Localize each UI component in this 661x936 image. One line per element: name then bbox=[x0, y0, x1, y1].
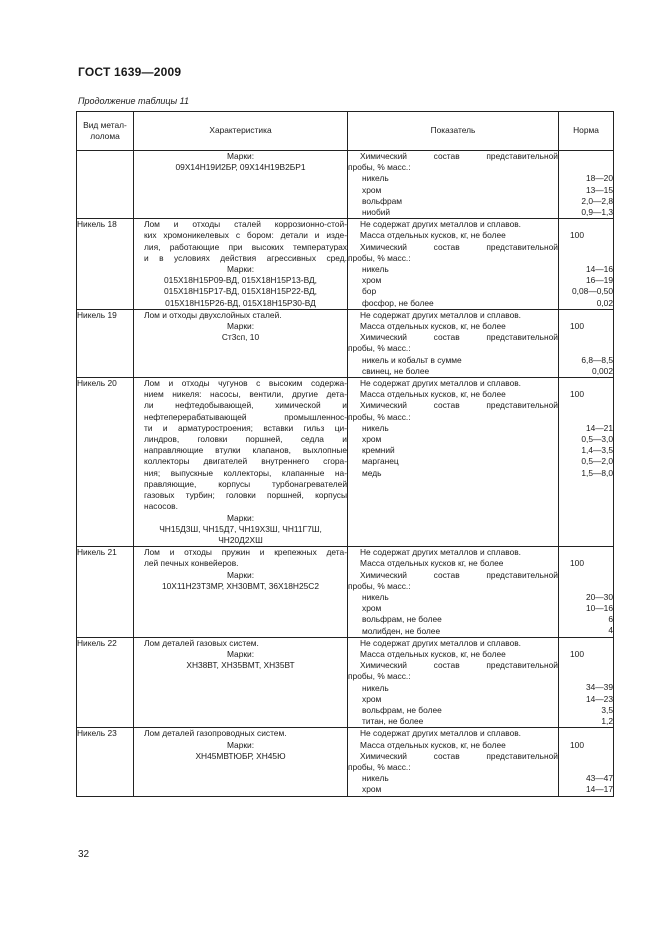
indicator-line: бор bbox=[362, 286, 377, 297]
norm-value bbox=[559, 660, 613, 671]
characteristic-line: коллекторы двигателей внутреннего сгора- bbox=[144, 456, 347, 467]
norm-value: 100 bbox=[570, 321, 584, 332]
characteristic-line: Марки: bbox=[226, 739, 255, 750]
characteristic-line: Лом и отходы двухслойных сталей. bbox=[144, 309, 282, 320]
characteristic-line: ЧН20Д2ХШ bbox=[218, 534, 263, 545]
indicator-line: Масса отдельных кусков, кг, не более bbox=[360, 230, 506, 241]
indicator-line: Химический состав представительной bbox=[360, 660, 558, 671]
indicator-line: никель bbox=[362, 682, 389, 693]
indicator-line: хром bbox=[362, 603, 382, 614]
characteristic-line: нием никеля: насосы, вентили, другие дета- bbox=[144, 389, 347, 400]
norm-cell bbox=[559, 547, 614, 638]
table-continuation-caption: Продолжение таблицы 11 bbox=[78, 96, 190, 106]
scrap-type-cell: Никель 18 bbox=[77, 219, 134, 310]
norm-cell bbox=[559, 378, 614, 547]
scrap-type-cell: Никель 22 bbox=[77, 637, 134, 728]
indicator-line: Не содержат других металлов и сплавов. bbox=[360, 219, 522, 230]
table-row bbox=[77, 151, 614, 219]
norm-value: 0,08—0,50 bbox=[572, 286, 613, 297]
characteristic-line: Марки: bbox=[226, 648, 255, 659]
indicator-line: хром bbox=[362, 275, 382, 286]
norm-value: 14—23 bbox=[585, 693, 613, 704]
indicator-line: хром bbox=[362, 184, 382, 195]
characteristic-line: Лом деталей газовых систем. bbox=[144, 637, 259, 648]
indicator-line: хром bbox=[362, 693, 382, 704]
characteristic-line: Марки: bbox=[226, 151, 255, 161]
norm-value bbox=[559, 378, 613, 389]
characteristic-cell bbox=[134, 547, 348, 638]
indicator-cell bbox=[348, 637, 559, 728]
norm-value bbox=[559, 671, 613, 682]
norm-value: 3,5 bbox=[601, 704, 613, 715]
indicator-line: никель bbox=[362, 173, 389, 184]
norm-value bbox=[559, 162, 613, 173]
scrap-type-cell: Никель 19 bbox=[77, 309, 134, 377]
column-header-characteristic: Характеристика bbox=[134, 112, 348, 151]
norm-value: 0,9—1,3 bbox=[581, 206, 613, 217]
indicator-line: марганец bbox=[362, 456, 399, 467]
indicator-line: Не содержат других металлов и сплавов. bbox=[360, 728, 522, 739]
characteristic-line: Марки: bbox=[226, 264, 255, 275]
norm-value: 100 bbox=[570, 230, 584, 241]
indicator-line: пробы, % масс.: bbox=[348, 761, 411, 772]
norm-value: 100 bbox=[570, 648, 584, 659]
characteristic-line: направляющие втулки клапанов, выхлопные bbox=[144, 445, 347, 456]
norm-value bbox=[559, 762, 613, 773]
characteristic-line: 015Х18Н15Р26-ВД, 015Х18Н15Р30-ВД bbox=[165, 297, 316, 308]
indicator-line: ниобий bbox=[362, 207, 391, 218]
column-header-norm: Норма bbox=[559, 112, 614, 151]
scrap-type-cell: Никель 21 bbox=[77, 547, 134, 638]
norm-value bbox=[559, 310, 613, 321]
characteristic-line: 09Х14Н19И2БР, 09Х14Н19В2БР1 bbox=[175, 162, 306, 173]
indicator-line: хром bbox=[362, 784, 382, 795]
indicator-line: пробы, % масс.: bbox=[348, 671, 411, 682]
norm-value: 18—20 bbox=[585, 173, 613, 184]
indicator-cell bbox=[348, 547, 559, 638]
characteristic-cell bbox=[134, 151, 348, 219]
characteristic-line: ти и арматуростроения; вставки гильз ци- bbox=[144, 422, 347, 433]
indicator-line: Масса отдельных кусков, кг, не более bbox=[360, 389, 506, 400]
norm-value: 14—21 bbox=[585, 422, 613, 433]
norm-cell bbox=[559, 637, 614, 728]
indicator-cell bbox=[348, 219, 559, 310]
scrap-type-cell: Никель 23 bbox=[77, 728, 134, 796]
characteristic-cell bbox=[134, 378, 348, 547]
indicator-line: Не содержат других металлов и сплавов. bbox=[360, 547, 522, 558]
characteristic-line: ких хромоникелевых с бором: детали и изде- bbox=[144, 230, 347, 241]
column-header-indicator: Показатель bbox=[348, 112, 559, 151]
norm-value: 43—47 bbox=[585, 773, 613, 784]
characteristic-line: 015Х18Н15Р09-ВД, 015Х18Н15Р13-ВД, bbox=[164, 275, 317, 286]
norm-cell bbox=[559, 309, 614, 377]
characteristic-line: и в условиях действия агрессивных сред. bbox=[144, 252, 347, 263]
indicator-cell bbox=[348, 378, 559, 547]
norm-value: 14—16 bbox=[585, 263, 613, 274]
norm-cell bbox=[559, 728, 614, 796]
indicator-line: пробы, % масс.: bbox=[348, 580, 411, 591]
norm-cell bbox=[559, 151, 614, 219]
norm-value: 34—39 bbox=[585, 682, 613, 693]
page-number: 32 bbox=[78, 849, 90, 860]
norm-value bbox=[559, 151, 613, 162]
characteristic-cell bbox=[134, 309, 348, 377]
indicator-line: титан, не более bbox=[362, 716, 424, 727]
indicator-line: Химический состав представительной bbox=[360, 332, 558, 343]
characteristic-line: ЧН15Д3Ш, ЧН15Д7, ЧН19Х3Ш, ЧН11Г7Ш, bbox=[159, 523, 322, 534]
norm-value bbox=[559, 343, 613, 354]
indicator-cell bbox=[348, 151, 559, 219]
characteristic-line: ХН38ВТ, ХН35ВМТ, ХН35ВТ bbox=[186, 660, 295, 671]
norm-value: 100 bbox=[570, 389, 584, 400]
table-row bbox=[77, 219, 614, 310]
characteristic-line: правляющие, корпусы турбонагревателей bbox=[144, 478, 347, 489]
indicator-line: никель bbox=[362, 773, 389, 784]
table-row bbox=[77, 637, 614, 728]
scrap-type-cell bbox=[77, 151, 134, 219]
norm-value bbox=[559, 751, 613, 762]
table-header-row bbox=[77, 112, 614, 151]
characteristic-line: нефтеперерабатывающей промышленнос- bbox=[144, 411, 347, 422]
indicator-line: Не содержат других металлов и сплавов. bbox=[360, 637, 522, 648]
indicator-line: Химический состав представительной bbox=[360, 241, 558, 252]
norm-value bbox=[559, 242, 613, 253]
norm-value: 100 bbox=[570, 558, 584, 569]
column-header-type: Вид метал-лолома bbox=[77, 112, 134, 151]
characteristic-line: насосов. bbox=[144, 501, 178, 512]
norm-value bbox=[559, 253, 613, 264]
norm-value: 4 bbox=[608, 625, 613, 636]
norm-value bbox=[559, 332, 613, 343]
norm-value bbox=[559, 219, 613, 230]
table-row bbox=[77, 728, 614, 796]
norm-value: 0,5—2,0 bbox=[581, 456, 613, 467]
norm-value: 100 bbox=[570, 739, 584, 750]
norm-value: 6,8—8,5 bbox=[581, 354, 613, 365]
indicator-cell bbox=[348, 728, 559, 796]
characteristic-line: 10Х11Н23Т3МР, ХН30ВМТ, 36Х18Н25С2 bbox=[161, 580, 319, 591]
indicator-line: свинец, не более bbox=[362, 365, 430, 376]
table-row bbox=[77, 309, 614, 377]
norm-value bbox=[559, 400, 613, 411]
norm-value bbox=[559, 581, 613, 592]
norm-value: 13—15 bbox=[585, 184, 613, 195]
norm-cell bbox=[559, 219, 614, 310]
indicator-line: пробы, % масс.: bbox=[348, 343, 411, 354]
characteristic-line: Ст3сп, 10 bbox=[221, 332, 260, 343]
indicator-cell bbox=[348, 309, 559, 377]
characteristic-line: Лом и отходы пружин и крепежных дета- bbox=[144, 547, 347, 558]
norm-value bbox=[559, 728, 613, 739]
indicator-line: никель bbox=[362, 422, 389, 433]
characteristic-line: Марки: bbox=[226, 321, 255, 332]
indicator-line: кремний bbox=[362, 445, 395, 456]
characteristic-line: 015Х18Н15Р17-ВД, 015Х18Н15Р22-ВД, bbox=[164, 286, 317, 297]
standard-title: ГОСТ 1639—2009 bbox=[78, 65, 182, 79]
indicator-line: Химический состав представительной bbox=[360, 569, 558, 580]
norm-value: 0,002 bbox=[592, 365, 613, 376]
characteristic-line: линдров, головки поршней, седла и bbox=[144, 434, 347, 445]
characteristic-line: ли нефтедобывающей, химической и bbox=[144, 400, 347, 411]
characteristic-cell bbox=[134, 728, 348, 796]
indicator-line: фосфор, не более bbox=[362, 297, 434, 308]
characteristic-line: лия, работающие при высоких температурах bbox=[144, 241, 347, 252]
indicator-line: Масса отдельных кусков, кг, не более bbox=[360, 321, 506, 332]
indicator-line: вольфрам bbox=[362, 195, 403, 206]
characteristic-cell bbox=[134, 219, 348, 310]
table-row bbox=[77, 547, 614, 638]
indicator-line: никель bbox=[362, 591, 389, 602]
characteristic-line: Марки: bbox=[226, 512, 255, 523]
indicator-line: Химический состав представительной bbox=[360, 750, 558, 761]
table-row bbox=[77, 378, 614, 547]
characteristic-line: Лом и отходы чугунов с высоким содержа- bbox=[144, 378, 347, 389]
norm-value: 2,0—2,8 bbox=[581, 195, 613, 206]
indicator-line: пробы, % масс.: bbox=[348, 252, 411, 263]
indicator-line: Не содержат других металлов и сплавов. bbox=[360, 378, 522, 389]
indicator-line: вольфрам, не более bbox=[362, 704, 442, 715]
indicator-line: никель и кобальт в сумме bbox=[362, 354, 462, 365]
indicator-line: никель bbox=[362, 264, 389, 275]
indicator-line: Не содержат других металлов и сплавов. bbox=[360, 309, 522, 320]
norm-value: 0,02 bbox=[596, 297, 613, 308]
indicator-line: Масса отдельных кусков кг, не более bbox=[360, 558, 504, 569]
scrap-metal-table bbox=[76, 111, 614, 797]
indicator-line: хром bbox=[362, 434, 382, 445]
characteristic-line: ХН45МВТЮБР, ХН45Ю bbox=[195, 750, 286, 761]
indicator-line: Химический состав представительной bbox=[360, 151, 558, 161]
characteristic-line: лей печных конвейеров. bbox=[144, 558, 239, 569]
norm-value: 1,5—8,0 bbox=[581, 467, 613, 478]
norm-value: 1,2 bbox=[601, 716, 613, 727]
norm-value: 10—16 bbox=[585, 603, 613, 614]
indicator-line: медь bbox=[362, 467, 382, 478]
scrap-type-cell: Никель 20 bbox=[77, 378, 134, 547]
indicator-line: пробы, % масс.: bbox=[348, 162, 411, 173]
norm-value: 6 bbox=[608, 614, 613, 625]
norm-value: 0,5—3,0 bbox=[581, 434, 613, 444]
characteristic-line: Лом деталей газопроводных систем. bbox=[144, 728, 287, 739]
norm-value: 16—19 bbox=[585, 275, 613, 286]
indicator-line: пробы, % масс.: bbox=[348, 411, 411, 422]
norm-value bbox=[559, 638, 613, 649]
table-body bbox=[77, 151, 614, 797]
norm-value bbox=[559, 412, 613, 423]
characteristic-line: Марки: bbox=[226, 569, 255, 580]
indicator-line: Масса отдельных кусков, кг, не более bbox=[360, 648, 506, 659]
indicator-line: вольфрам, не более bbox=[362, 614, 442, 625]
characteristic-line: ния; выпускные коллекторы, клапанные на- bbox=[144, 467, 347, 478]
norm-value: 1,4—3,5 bbox=[581, 445, 613, 456]
norm-value bbox=[559, 547, 613, 558]
indicator-line: Химический состав представительной bbox=[360, 400, 558, 411]
indicator-line: молибден, не более bbox=[362, 625, 441, 636]
norm-value: 20—30 bbox=[585, 591, 613, 602]
characteristic-line: Лом и отходы сталей коррозионно-стой- bbox=[144, 219, 347, 230]
characteristic-line: газовых турбин; головки поршней, корпусы bbox=[144, 490, 347, 501]
indicator-line: Масса отдельных кусков, кг, не более bbox=[360, 739, 506, 750]
norm-value bbox=[559, 569, 613, 580]
norm-value: 14—17 bbox=[585, 784, 613, 795]
characteristic-cell bbox=[134, 637, 348, 728]
